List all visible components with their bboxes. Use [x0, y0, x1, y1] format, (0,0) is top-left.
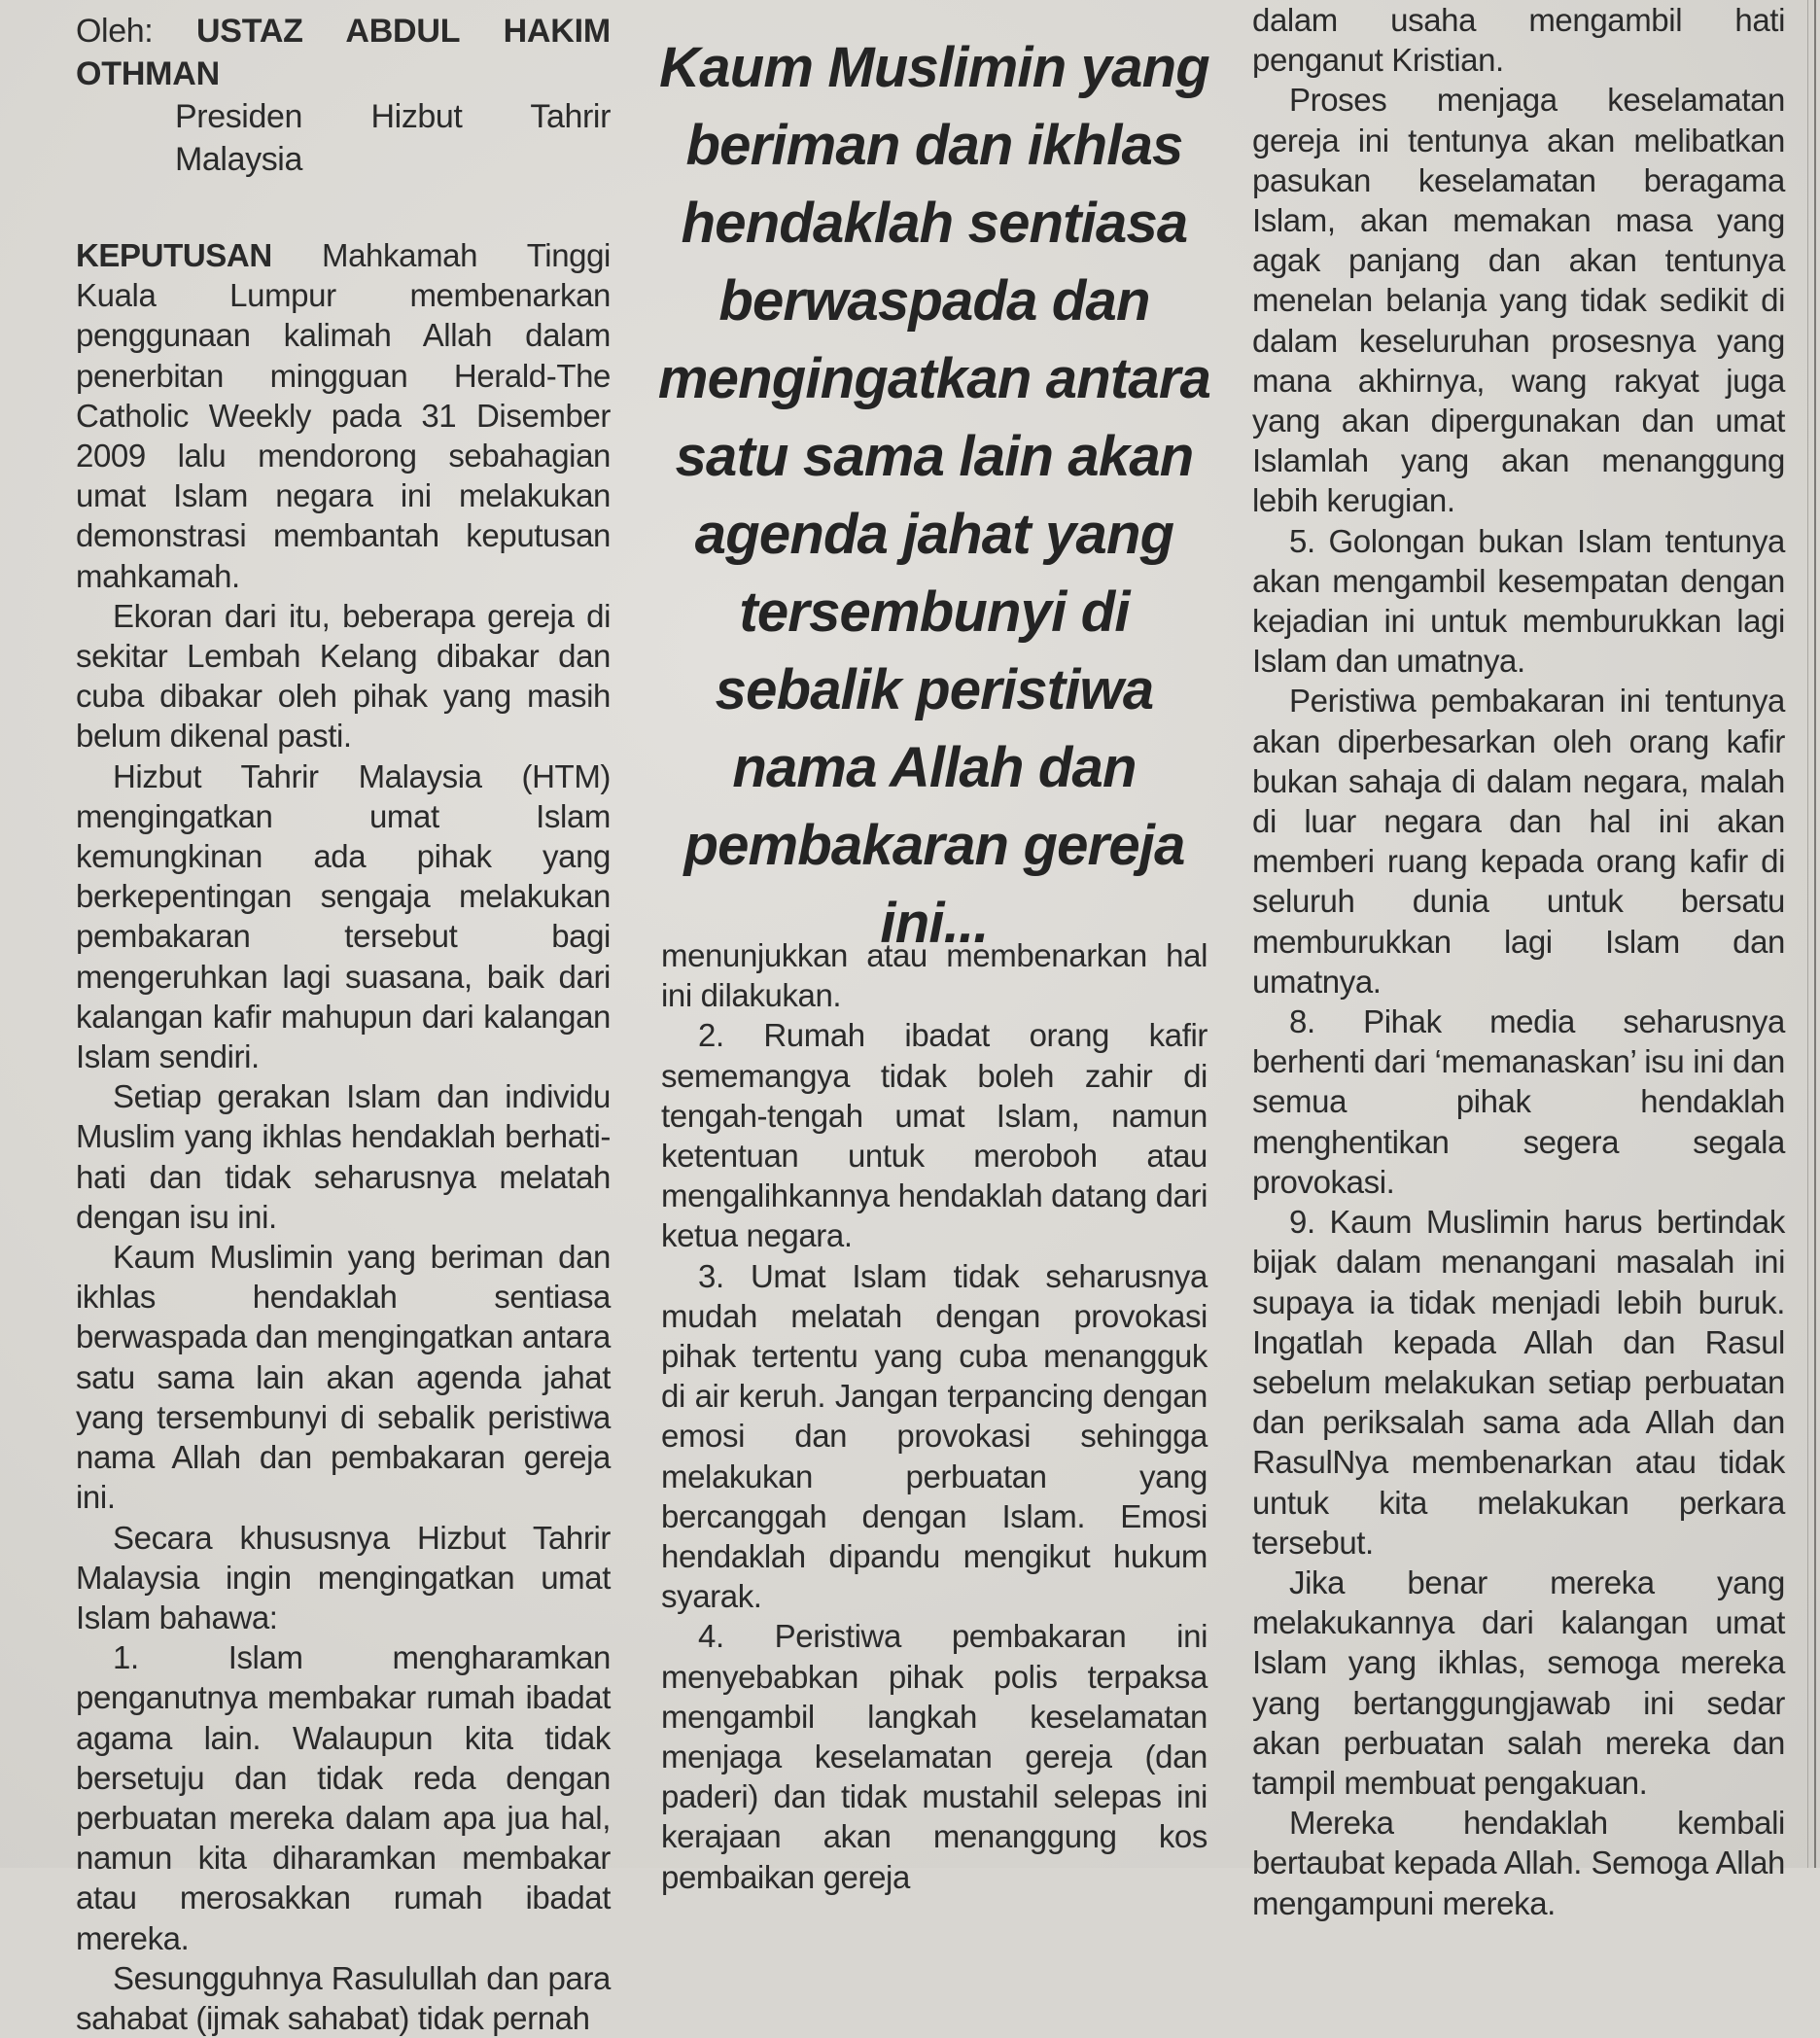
lead-kicker: KEPUTUSAN	[76, 237, 272, 273]
article-paragraph: 4. Peristiwa pembakaran ini menyebabkan pihak polis terpaksa mengambil langkah keselamatan menjaga keselamatan gereja (dan paderi) dan tidak mustahil selepas ini kerajaan akan menanggung kos pembaikan gereja	[661, 1618, 1208, 1895]
article-paragraph: 8. Pihak media seharusnya berhenti dari ‘memanaskan’ isu ini dan semua pihak hendaklah menghentikan segera segala provokasi.	[1252, 1003, 1785, 1200]
article-paragraph: Setiap gerakan Islam dan individu Muslim yang ikhlas hendaklah berhati-hati dan tidak seharusnya melatah dengan isu ini.	[76, 1078, 611, 1235]
article-paragraph: Proses menjaga keselamatan gereja ini tentunya akan melibatkan pasukan keselamatan beragama Islam, akan memakan masa yang agak panjang dan akan tentunya menelan belanja yang tidak sedikit di dalam keseluruhan prosesnya yang mana akhirnya, wang rakyat juga yang akan dipergunakan dan umat Islamlah yang akan menanggung lebih kerugian.	[1252, 82, 1785, 519]
article-paragraph: 9. Kaum Muslimin harus bertindak bijak dalam menangani masalah ini supaya ia tidak menjadi lebih buruk. Ingatlah kepada Allah dan Rasul sebelum melakukan setiap perbuatan dan periksalah sama ada Allah dan RasulNya membenarkan atau tidak untuk kita melakukan perkara tersebut.	[1252, 1204, 1785, 1561]
article-paragraph: 5. Golongan bukan Islam tentunya akan mengambil kesempatan dengan kejadian ini untuk memburukkan lagi Islam dan umatnya.	[1252, 522, 1785, 680]
column-middle	[661, 935, 1208, 1897]
article-paragraph: Jika benar mereka yang melakukannya dari kalangan umat Islam yang ikhlas, semoga mereka yang bertanggungjawab ini sedar akan perbuatan salah mereka dan tampil membuat pengakuan.	[1252, 1564, 1785, 1801]
lead-text: Mahkamah Tinggi Kuala Lumpur membenarkan penggunaan kalimah Allah dalam penerbitan mingguan Herald-The Catholic Weekly pada 31 Disember 2009 lalu mendorong sebahagian umat Islam negara ini melakukan demonstrasi membantah keputusan mahkamah.	[76, 237, 611, 594]
column-right	[1252, 0, 1785, 1923]
article-paragraph: Sesungguhnya Rasulullah dan para sahabat (ijmak sahabat) tidak pernah	[76, 1959, 611, 2036]
lead-paragraph	[76, 235, 611, 596]
article-paragraph-continued: menunjukkan atau membenarkan hal ini dilakukan.	[661, 937, 1208, 1014]
article-paragraph-continued: dalam usaha mengambil hati penganut Kristian.	[1252, 2, 1785, 79]
page-edge-rule	[1814, 0, 1816, 1868]
article-paragraph: Mereka hendaklah kembali bertaubat kepada Allah. Semoga Allah mengampuni mereka.	[1252, 1805, 1785, 1921]
article-paragraph: Hizbut Tahrir Malaysia (HTM) mengingatkan umat Islam kemungkinan ada pihak yang berkepentingan sengaja melakukan pembakaran tersebut bagi mengeruhkan lagi suasana, baik dari kalangan kafir mahupun dari kalangan Islam sendiri.	[76, 757, 611, 1075]
article-paragraph: 2. Rumah ibadat orang kafir sememangya tidak boleh zahir di tengah-tengah umat Islam, namun ketentuan untuk meroboh atau mengalihkannya hendaklah datang dari ketua negara.	[661, 1017, 1208, 1254]
page-edge-rule-inner	[1807, 0, 1808, 1868]
article-paragraph: Peristiwa pembakaran ini tentunya akan diperbesarkan oleh orang kafir bukan sahaja di dalam negara, malah di luar negara dan hal ini akan memberi ruang kepada orang kafir di seluruh dunia untuk bersatu memburukkan lagi Islam dan umatnya.	[1252, 683, 1785, 1000]
article-paragraph: 3. Umat Islam tidak seharusnya mudah melatah dengan provokasi pihak tertentu yang cuba menangguk di air keruh. Jangan terpancing dengan emosi dan provokasi sehingga melakukan perbuatan yang bercanggah dengan Islam. Emosi hendaklah dipandu mengikut hukum syarak.	[661, 1257, 1208, 1615]
byline	[76, 10, 611, 181]
article-paragraph: 1. Islam mengharamkan penganutnya membakar rumah ibadat agama lain. Walaupun kita tidak bersetuju dan tidak reda dengan perbuatan mereka dalam apa jua hal, namun kita diharamkan membakar atau merosakkan rumah ibadat mereka.	[76, 1639, 611, 1956]
article-paragraph: Kaum Muslimin yang beriman dan ikhlas hendaklah sentiasa berwaspada dan mengingatkan antara satu sama lain akan agenda jahat yang tersembunyi di sebalik peristiwa nama Allah dan pembakaran gereja ini.	[76, 1239, 611, 1516]
byline-author: USTAZ ABDUL HAKIM OTHMAN	[76, 13, 611, 92]
pull-quote: Kaum Muslimin yang beriman dan ikhlas hendaklah sentiasa berwaspada dan mengingatkan antara satu sama lain akan agenda jahat yang tersembunyi di sebalik peristiwa nama Allah dan pembakaran gereja ini...	[657, 36, 1211, 955]
article-paragraph: Ekoran dari itu, beberapa gereja di sekitar Lembah Kelang dibakar dan cuba dibakar oleh pihak yang masih belum dikenal pasti.	[76, 597, 611, 755]
byline-role: Presiden Hizbut Tahrir Malaysia	[175, 98, 611, 178]
column-left	[76, 0, 611, 2038]
article-paragraph: Secara khususnya Hizbut Tahrir Malaysia ingin mengingatkan umat Islam bahawa:	[76, 1519, 611, 1635]
byline-label: Oleh:	[76, 13, 154, 50]
